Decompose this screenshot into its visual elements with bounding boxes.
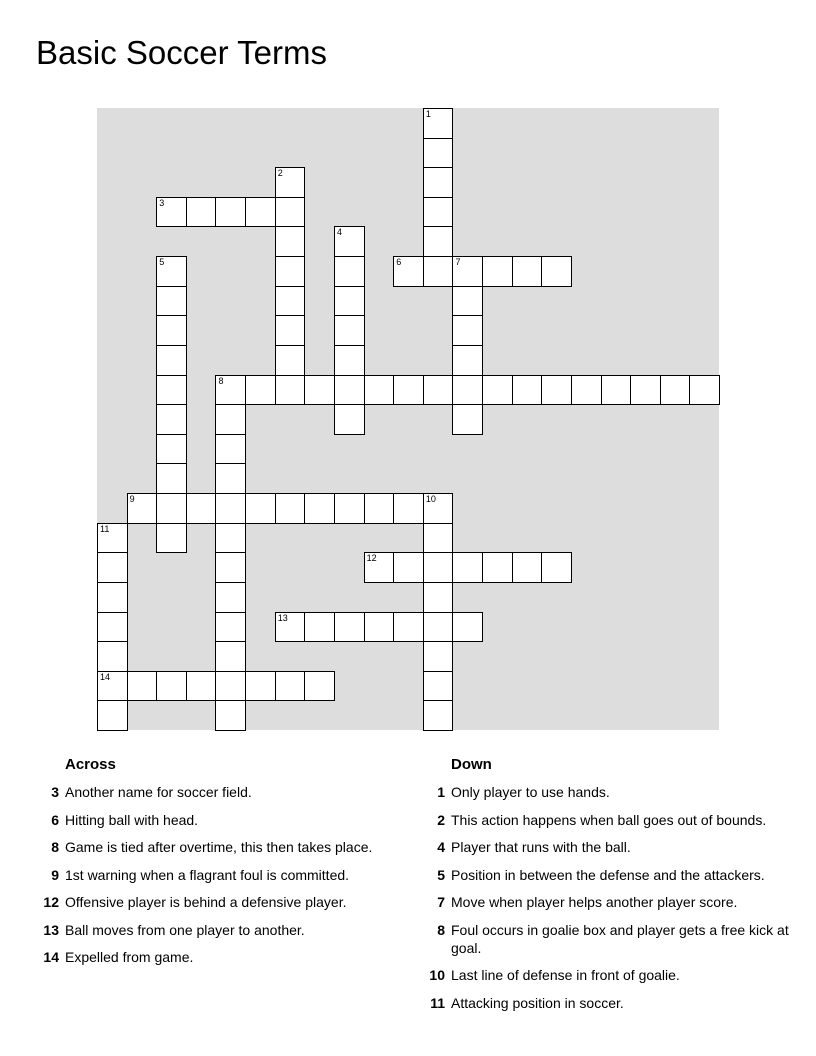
grid-cell[interactable] xyxy=(304,493,335,524)
grid-cell[interactable] xyxy=(304,612,335,643)
grid-cell[interactable] xyxy=(334,375,365,406)
clue-text: Another name for soccer field. xyxy=(65,784,252,800)
grid-cell[interactable] xyxy=(423,523,454,554)
grid-cell[interactable] xyxy=(334,226,365,257)
grid-cell[interactable] xyxy=(97,671,128,702)
page-title: Basic Soccer Terms xyxy=(36,34,327,71)
down-clue xyxy=(422,811,792,829)
clue-number: 12 xyxy=(43,894,59,910)
grid-cell[interactable] xyxy=(452,552,483,583)
grid-cell[interactable] xyxy=(334,612,365,643)
grid-cell[interactable] xyxy=(186,197,217,228)
grid-cell[interactable] xyxy=(215,671,246,702)
across-clue xyxy=(36,893,396,911)
grid-cell[interactable] xyxy=(186,671,217,702)
clue-number: 7 xyxy=(437,894,445,910)
across-clue-list xyxy=(36,783,396,966)
across-clue xyxy=(36,921,396,939)
grid-cell[interactable] xyxy=(215,197,246,228)
grid-cell[interactable] xyxy=(245,375,276,406)
clue-text: Position in between the defense and the attackers. xyxy=(451,866,765,883)
clue-number: 8 xyxy=(437,921,445,938)
clue-number: 9 xyxy=(51,866,59,883)
grid-cell[interactable] xyxy=(127,671,158,702)
grid-cell[interactable] xyxy=(423,256,454,287)
grid-cell[interactable] xyxy=(215,404,246,435)
grid-cell[interactable] xyxy=(215,463,246,494)
grid-cell[interactable] xyxy=(601,375,632,406)
grid-cell[interactable] xyxy=(482,256,513,287)
clue-text: 1st warning when a flagrant foul is committed. xyxy=(65,866,350,883)
grid-cell[interactable] xyxy=(97,700,128,731)
grid-cell[interactable] xyxy=(304,375,335,406)
grid-cell[interactable] xyxy=(156,434,187,465)
grid-cell[interactable] xyxy=(452,345,483,376)
cell-number: 2 xyxy=(277,168,283,179)
grid-cell[interactable] xyxy=(423,108,454,139)
grid-cell[interactable] xyxy=(156,315,187,346)
grid-cell[interactable] xyxy=(275,167,306,198)
grid-cell[interactable] xyxy=(541,256,572,287)
cell-number: 4 xyxy=(336,227,342,238)
down-clue xyxy=(422,838,792,856)
grid-cell[interactable] xyxy=(156,523,187,554)
clue-number: 1 xyxy=(437,784,445,800)
grid-cell[interactable] xyxy=(275,256,306,287)
grid-cell[interactable] xyxy=(452,375,483,406)
down-clues xyxy=(422,756,792,1021)
grid-cell[interactable] xyxy=(275,286,306,317)
grid-cell[interactable] xyxy=(245,493,276,524)
grid-cell[interactable] xyxy=(334,286,365,317)
clue-number: 10 xyxy=(429,967,445,983)
down-clue xyxy=(422,921,792,957)
grid-cell[interactable] xyxy=(334,256,365,287)
grid-cell[interactable] xyxy=(423,493,454,524)
cell-number: 1 xyxy=(425,109,431,119)
across-clue xyxy=(36,811,396,829)
cell-number: 10 xyxy=(425,494,436,505)
grid-cell[interactable] xyxy=(334,404,365,435)
clue-text: Only player to use hands. xyxy=(451,784,610,800)
grid-cell[interactable] xyxy=(215,493,246,524)
clue-text: Player that runs with the ball. xyxy=(451,839,631,855)
grid-cell[interactable] xyxy=(452,612,483,643)
clue-text: Attacking position in soccer. xyxy=(451,994,624,1011)
clue-text: Expelled from game. xyxy=(65,949,194,965)
grid-cell[interactable] xyxy=(215,523,246,554)
grid-cell[interactable] xyxy=(156,493,187,524)
grid-cell[interactable] xyxy=(630,375,661,406)
clue-text: Game is tied after overtime, this then takes place. xyxy=(65,839,373,855)
clue-number: 8 xyxy=(51,839,59,855)
grid-cell[interactable] xyxy=(97,612,128,643)
grid-cell[interactable] xyxy=(334,345,365,376)
cell-number: 13 xyxy=(277,612,288,623)
grid-cell[interactable] xyxy=(364,612,395,643)
grid-cell[interactable] xyxy=(364,493,395,524)
grid-cell[interactable] xyxy=(186,493,217,524)
clue-number: 6 xyxy=(51,811,59,828)
down-clue-list xyxy=(422,783,792,1012)
grid-cell[interactable] xyxy=(245,671,276,702)
down-clue xyxy=(422,966,792,984)
grid-cell[interactable] xyxy=(452,256,483,287)
grid-cell[interactable] xyxy=(275,671,306,702)
grid-cell[interactable] xyxy=(215,434,246,465)
grid-cell[interactable] xyxy=(541,375,572,406)
clue-text: Move when player helps another player score. xyxy=(451,894,738,910)
grid-cell[interactable] xyxy=(393,552,424,583)
grid-cell[interactable] xyxy=(512,552,543,583)
cell-number: 9 xyxy=(129,494,135,505)
grid-cell[interactable] xyxy=(156,671,187,702)
grid-cell[interactable] xyxy=(156,345,187,376)
grid-cell[interactable] xyxy=(660,375,691,406)
down-clue xyxy=(422,994,792,1012)
grid-cell[interactable] xyxy=(275,345,306,376)
grid-cell[interactable] xyxy=(423,552,454,583)
grid-cell[interactable] xyxy=(452,404,483,435)
cell-number: 7 xyxy=(455,257,461,268)
grid-cell[interactable] xyxy=(423,700,454,731)
grid-cell[interactable] xyxy=(541,552,572,583)
clue-number: 3 xyxy=(51,784,59,800)
grid-cell[interactable] xyxy=(215,700,246,731)
clue-text: Ball moves from one player to another. xyxy=(65,921,305,938)
grid-cell[interactable] xyxy=(364,375,395,406)
grid-cell[interactable] xyxy=(215,612,246,643)
grid-cell[interactable] xyxy=(393,256,424,287)
grid-cell[interactable] xyxy=(97,552,128,583)
grid-cell[interactable] xyxy=(275,226,306,257)
grid-cell[interactable] xyxy=(156,286,187,317)
clue-text: This action happens when ball goes out of bounds. xyxy=(451,811,767,828)
grid-cell[interactable] xyxy=(393,493,424,524)
grid-cell[interactable] xyxy=(275,612,306,643)
grid-cell[interactable] xyxy=(275,375,306,406)
grid-cell[interactable] xyxy=(423,612,454,643)
clue-number: 2 xyxy=(437,811,445,828)
down-clue xyxy=(422,866,792,884)
across-clues xyxy=(36,756,396,976)
grid-cell[interactable] xyxy=(452,315,483,346)
down-heading: Down xyxy=(451,756,492,773)
clue-number: 11 xyxy=(430,994,445,1011)
grid-cell[interactable] xyxy=(97,523,128,554)
across-clue xyxy=(36,783,396,801)
grid-cell[interactable] xyxy=(423,375,454,406)
clue-text: Foul occurs in goalie box and player gets a free kick at goal. xyxy=(451,921,789,956)
grid-cell[interactable] xyxy=(393,375,424,406)
grid-cell[interactable] xyxy=(215,375,246,406)
grid-cell[interactable] xyxy=(423,167,454,198)
grid-cell[interactable] xyxy=(156,375,187,406)
grid-cell[interactable] xyxy=(482,552,513,583)
grid-cell[interactable] xyxy=(423,582,454,613)
grid-cell[interactable] xyxy=(215,582,246,613)
crossword-grid xyxy=(97,108,719,730)
grid-cell[interactable] xyxy=(423,138,454,169)
across-clue xyxy=(36,866,396,884)
grid-cell[interactable] xyxy=(275,197,306,228)
clue-text: Offensive player is behind a defensive player. xyxy=(65,894,347,910)
cell-number: 8 xyxy=(218,375,224,386)
grid-cell[interactable] xyxy=(215,552,246,583)
grid-cell[interactable] xyxy=(275,493,306,524)
grid-cell[interactable] xyxy=(482,375,513,406)
across-clue xyxy=(36,948,396,966)
grid-cell[interactable] xyxy=(689,375,720,406)
grid-cell[interactable] xyxy=(393,612,424,643)
clue-number: 14 xyxy=(43,949,59,965)
grid-cell[interactable] xyxy=(156,463,187,494)
grid-cell[interactable] xyxy=(423,226,454,257)
down-clue xyxy=(422,783,792,801)
clue-number: 4 xyxy=(437,839,445,855)
cell-number: 11 xyxy=(100,523,110,534)
grid-cell[interactable] xyxy=(423,197,454,228)
cell-number: 5 xyxy=(159,257,165,268)
cell-number: 14 xyxy=(100,671,111,682)
across-heading: Across xyxy=(65,756,116,773)
grid-cell[interactable] xyxy=(571,375,602,406)
grid-cell[interactable] xyxy=(512,375,543,406)
grid-cell[interactable] xyxy=(452,286,483,317)
down-clue xyxy=(422,893,792,911)
grid-cell[interactable] xyxy=(215,641,246,672)
grid-cell[interactable] xyxy=(156,256,187,287)
grid-cell[interactable] xyxy=(97,641,128,672)
grid-cell[interactable] xyxy=(275,315,306,346)
clue-number: 5 xyxy=(437,866,445,883)
clue-text: Hitting ball with head. xyxy=(65,811,199,828)
across-clue xyxy=(36,838,396,856)
grid-cell[interactable] xyxy=(127,493,158,524)
grid-cell[interactable] xyxy=(156,197,187,228)
grid-cell[interactable] xyxy=(245,197,276,228)
grid-cell[interactable] xyxy=(156,404,187,435)
grid-cell[interactable] xyxy=(423,671,454,702)
cell-number: 3 xyxy=(159,197,165,208)
cell-number: 6 xyxy=(396,257,402,268)
grid-cell[interactable] xyxy=(97,582,128,613)
grid-cell[interactable] xyxy=(334,493,365,524)
clue-text: Last line of defense in front of goalie. xyxy=(451,967,680,983)
cell-number: 12 xyxy=(366,553,377,564)
grid-cell[interactable] xyxy=(304,671,335,702)
grid-cell[interactable] xyxy=(364,552,395,583)
grid-cell[interactable] xyxy=(512,256,543,287)
grid-cell[interactable] xyxy=(334,315,365,346)
grid-cell[interactable] xyxy=(423,641,454,672)
clue-number: 13 xyxy=(43,921,59,938)
